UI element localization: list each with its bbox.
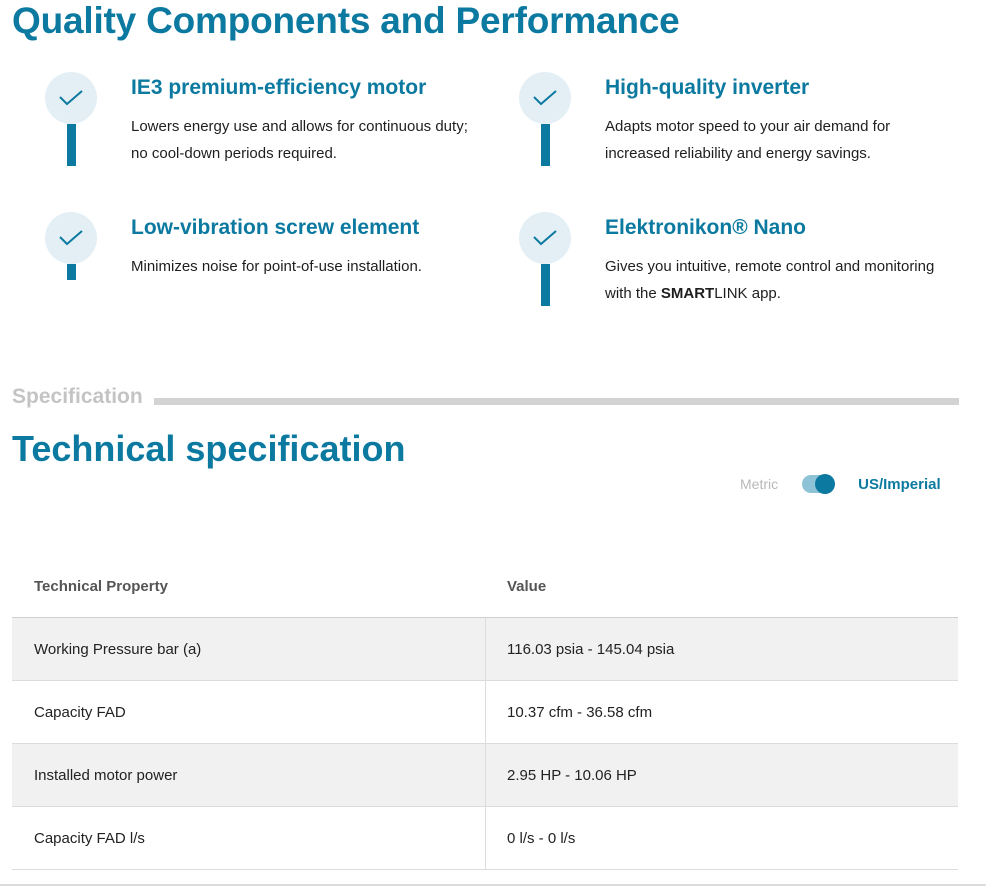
feature-desc-line: increased reliability and energy savings.: [605, 145, 871, 162]
desc-text: app.: [747, 285, 781, 302]
table-header-property: Technical Property: [34, 577, 168, 595]
column-divider: [485, 618, 486, 680]
feature-accent-bar: [67, 264, 76, 280]
feature-description: [605, 113, 975, 167]
feature-desc-line: Gives you intuitive, remote control and monitoring: [605, 258, 935, 275]
feature-inverter: [519, 72, 959, 168]
feature-icon-wrap: [519, 72, 573, 166]
table-cell-property: Capacity FAD: [34, 703, 126, 721]
unit-metric-label[interactable]: Metric: [740, 476, 779, 492]
section-divider: [154, 398, 959, 405]
table-header-row: [12, 555, 958, 618]
feature-elektronikon: [519, 212, 959, 308]
feature-desc-line: Lowers energy use and allows for continuous duty;: [131, 118, 468, 135]
unit-switch[interactable]: [802, 475, 834, 493]
page-heading: Quality Components and Performance: [12, 0, 680, 41]
check-icon: [519, 212, 571, 264]
feature-title: IE3 premium-efficiency motor: [131, 76, 427, 99]
page-bottom-divider: [0, 884, 986, 886]
feature-description: [131, 113, 501, 167]
column-divider: [485, 807, 486, 869]
section-label: Specification: [12, 385, 143, 408]
feature-screw-element: [45, 212, 485, 282]
desc-text: LINK: [714, 285, 748, 302]
table-cell-property: Capacity FAD l/s: [34, 829, 145, 847]
check-icon: [519, 72, 571, 124]
table-cell-value: 116.03 psia - 145.04 psia: [507, 640, 675, 658]
table-row: [12, 744, 958, 807]
column-divider: [485, 744, 486, 806]
check-icon: [45, 72, 97, 124]
table-cell-value: 10.37 cfm - 36.58 cfm: [507, 703, 653, 721]
feature-icon-wrap: [519, 212, 573, 306]
unit-toggle: [740, 472, 941, 496]
spec-table: [12, 555, 958, 870]
feature-description: [131, 253, 501, 280]
table-cell-property: Working Pressure bar (a): [34, 640, 202, 658]
smartlink-bold: SMART: [660, 285, 715, 302]
feature-icon-wrap: [45, 212, 99, 280]
feature-title: High-quality inverter: [605, 76, 810, 99]
feature-accent-bar: [67, 124, 76, 166]
table-cell-value: 2.95 HP - 10.06 HP: [507, 766, 637, 784]
check-icon: [45, 212, 97, 264]
table-row: [12, 618, 958, 681]
desc-text: with the: [605, 285, 661, 302]
feature-title: Elektronikon® Nano: [605, 216, 806, 239]
tech-spec-heading: Technical specification: [12, 428, 406, 469]
feature-description: [605, 253, 975, 307]
table-cell-property: Installed motor power: [34, 766, 178, 784]
unit-imperial-label[interactable]: US/Imperial: [858, 475, 941, 493]
table-cell-value: 0 l/s - 0 l/s: [507, 829, 576, 847]
feature-ie3-motor: [45, 72, 485, 168]
feature-accent-bar: [541, 264, 550, 306]
feature-icon-wrap: [45, 72, 99, 166]
feature-desc-line: [605, 280, 975, 307]
table-header-value: Value: [507, 577, 547, 595]
feature-accent-bar: [541, 124, 550, 166]
feature-title: Low-vibration screw element: [131, 216, 420, 239]
feature-desc-line: Adapts motor speed to your air demand for: [605, 118, 891, 135]
feature-desc-line: no cool-down periods required.: [131, 145, 337, 162]
column-divider: [485, 681, 486, 743]
table-row: [12, 681, 958, 744]
table-row: [12, 807, 958, 870]
feature-desc-line: Minimizes noise for point-of-use installation.: [131, 258, 422, 275]
unit-switch-knob: [815, 474, 835, 494]
